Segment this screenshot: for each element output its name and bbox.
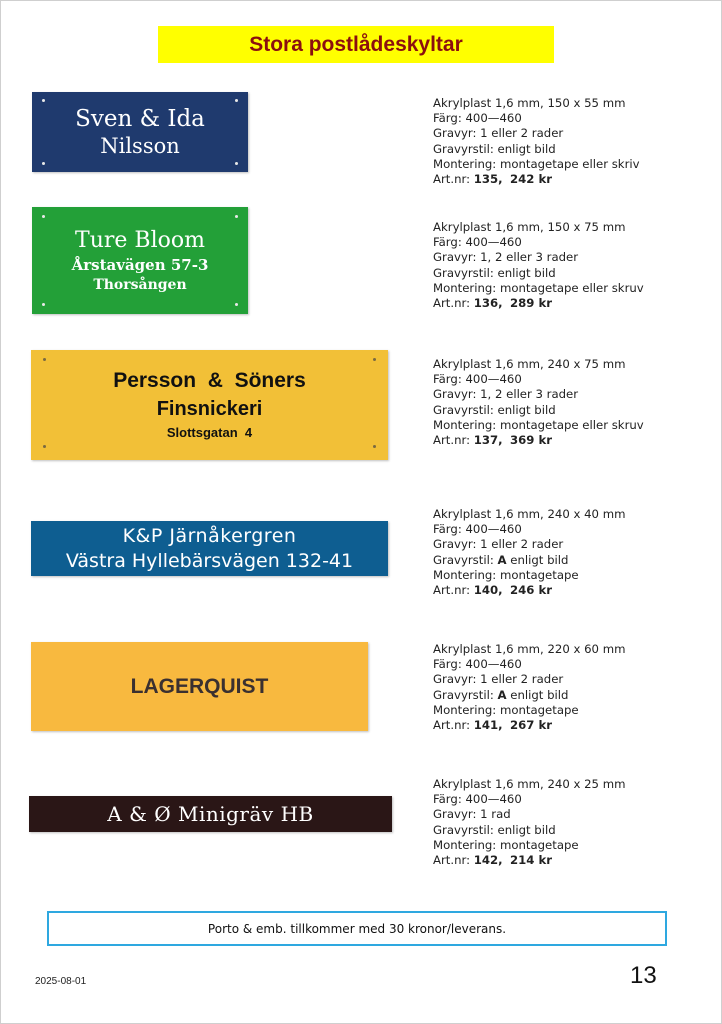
- sign-line: Thorsången: [93, 276, 187, 293]
- page-number: 13: [630, 962, 657, 989]
- screw-hole: [42, 303, 45, 306]
- spec-block-2: [433, 220, 644, 311]
- sign-line: Nilsson: [100, 134, 180, 158]
- screw-hole: [373, 358, 376, 361]
- sign-line: Västra Hyllebärsvägen 132-41: [65, 549, 354, 572]
- sign-image-2: [32, 207, 248, 314]
- title-banner: [158, 26, 554, 63]
- spec-color: Färg: 400—460: [433, 372, 522, 387]
- screw-hole: [235, 162, 238, 165]
- spec-mounting: Montering: montagetape eller skruv: [433, 280, 644, 295]
- shipping-note-text: Porto & emb. tillkommer med 30 kronor/leverans.: [207, 921, 507, 936]
- sign-image-6: [29, 796, 392, 832]
- spec-material: Akrylplast 1,6 mm, 220 x 60 mm: [433, 642, 626, 656]
- price: 242 kr: [510, 172, 553, 187]
- screw-hole: [235, 99, 238, 102]
- spec-material: Akrylplast 1,6 mm, 150 x 75 mm: [433, 220, 626, 234]
- sign-line: Slottsgatan 4: [166, 425, 253, 440]
- screw-hole: [42, 99, 45, 102]
- spec-article: Art.nr: 135, 242 kr: [433, 172, 553, 187]
- spec-mounting: Montering: montagetape: [433, 567, 579, 582]
- screw-hole: [235, 215, 238, 218]
- spec-color: Färg: 400—460: [433, 657, 522, 672]
- spec-style: Gravyrstil: enligt bild: [433, 822, 556, 837]
- page-title: Stora postlådeskyltar: [249, 32, 463, 56]
- sign-image-3: [31, 350, 388, 460]
- screw-hole: [235, 303, 238, 306]
- spec-material: Akrylplast 1,6 mm, 240 x 75 mm: [433, 357, 626, 371]
- spec-block-3: [433, 357, 644, 448]
- spec-block-1: [433, 96, 640, 187]
- spec-engraving: Gravyr: 1 eller 2 rader: [433, 537, 564, 552]
- spec-engraving: Gravyr: 1 eller 2 rader: [433, 672, 564, 687]
- sign-line: K&P Järnåkergren: [122, 524, 297, 547]
- spec-style: Gravyrstil: enligt bild: [433, 265, 556, 280]
- price: 289 kr: [510, 296, 553, 311]
- sign-line: Ture Bloom: [75, 227, 205, 253]
- spec-engraving: Gravyr: 1 eller 2 rader: [433, 126, 564, 141]
- sign-line: Sven & Ida: [75, 106, 205, 132]
- screw-hole: [42, 215, 45, 218]
- price: 369 kr: [510, 433, 553, 448]
- spec-mounting: Montering: montagetape eller skruv: [433, 417, 644, 432]
- screw-hole: [43, 445, 46, 448]
- sign-line: Finsnickeri: [156, 398, 263, 420]
- shipping-note: [47, 911, 667, 946]
- sign-image-1: [32, 92, 248, 172]
- price: 214 kr: [510, 853, 553, 868]
- spec-color: Färg: 400—460: [433, 235, 522, 250]
- screw-hole: [373, 445, 376, 448]
- spec-block-6: [433, 777, 625, 868]
- spec-mounting: Montering: montagetape: [433, 837, 579, 852]
- spec-mounting: Montering: montagetape eller skriv: [433, 156, 640, 171]
- sign-line: Persson & Söners: [113, 369, 306, 392]
- screw-hole: [42, 162, 45, 165]
- price: 267 kr: [510, 718, 553, 733]
- spec-material: Akrylplast 1,6 mm, 240 x 40 mm: [433, 507, 626, 521]
- spec-material: Akrylplast 1,6 mm, 150 x 55 mm: [433, 96, 626, 110]
- footer-date: 2025-08-01: [35, 976, 87, 987]
- spec-engraving: Gravyr: 1, 2 eller 3 rader: [433, 250, 579, 265]
- spec-mounting: Montering: montagetape: [433, 702, 579, 717]
- spec-style: Gravyrstil: enligt bild: [433, 141, 556, 156]
- screw-hole: [43, 358, 46, 361]
- spec-color: Färg: 400—460: [433, 522, 522, 537]
- spec-engraving: Gravyr: 1 rad: [433, 807, 511, 822]
- spec-color: Färg: 400—460: [433, 111, 522, 126]
- sign-image-4: [31, 521, 388, 576]
- sign-line: Årstavägen 57-3: [71, 255, 209, 274]
- sign-line: LAGERQUIST: [130, 674, 269, 698]
- spec-block-5: [433, 642, 625, 733]
- spec-engraving: Gravyr: 1, 2 eller 3 rader: [433, 387, 579, 402]
- spec-article: Art.nr: 136, 289 kr: [433, 296, 553, 311]
- spec-style: Gravyrstil: A enligt bild: [433, 552, 569, 567]
- spec-article: Art.nr: 137, 369 kr: [433, 433, 553, 448]
- sign-line: A & Ø Minigräv HB: [107, 802, 314, 826]
- spec-article: Art.nr: 141, 267 kr: [433, 718, 553, 733]
- spec-block-4: [433, 507, 625, 598]
- spec-style: Gravyrstil: enligt bild: [433, 402, 556, 417]
- spec-color: Färg: 400—460: [433, 792, 522, 807]
- sign-image-5: [31, 642, 368, 731]
- spec-material: Akrylplast 1,6 mm, 240 x 25 mm: [433, 777, 626, 791]
- spec-article: Art.nr: 142, 214 kr: [433, 853, 553, 868]
- spec-article: Art.nr: 140, 246 kr: [433, 583, 553, 598]
- price: 246 kr: [510, 583, 553, 598]
- spec-style: Gravyrstil: A enligt bild: [433, 687, 569, 702]
